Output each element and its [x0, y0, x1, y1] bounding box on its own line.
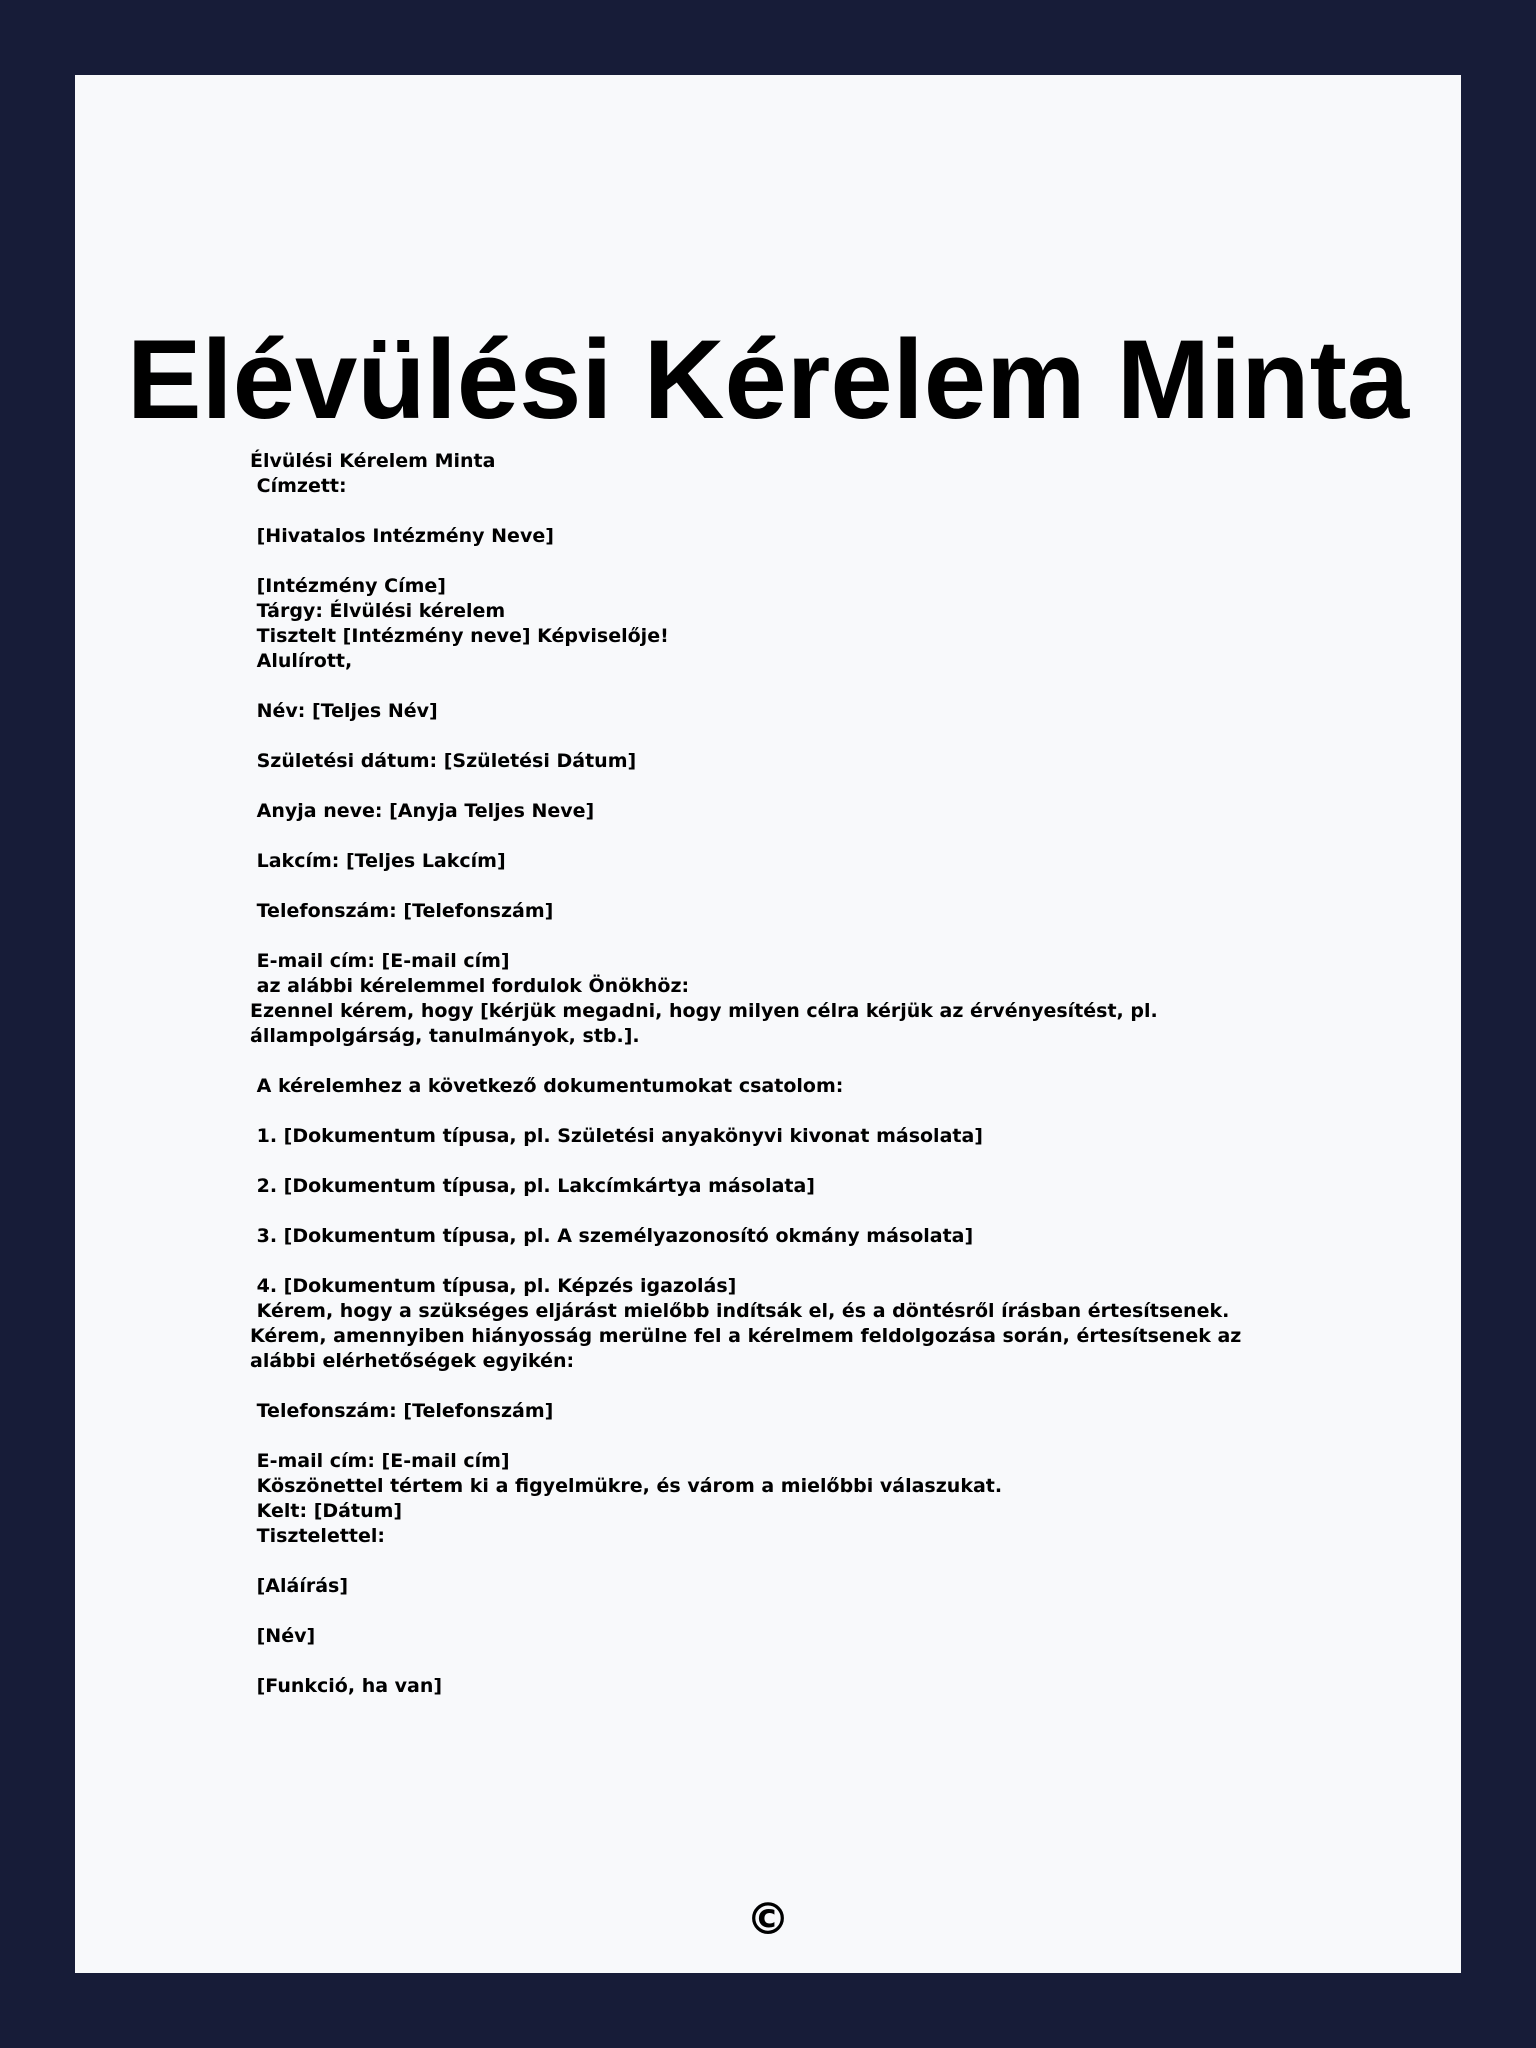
- date-line: Kelt: [Dátum]: [250, 1500, 403, 1522]
- undersigned-line: Alulírott,: [250, 650, 353, 672]
- email-field: E-mail cím: [E-mail cím]: [250, 950, 510, 972]
- signer-name: [Név]: [250, 1625, 316, 1647]
- letter-heading: Élvülési Kérelem Minta: [250, 450, 496, 472]
- procedure-request: Kérem, hogy a szükséges eljárást mielőbb indítsák el, és a döntésről írásban értesítsenek.: [250, 1300, 1230, 1322]
- request-text: Ezennel kérem, hogy [kérjük megadni, hogy milyen célra kérjük az érvényesítést, pl. állampolgárság, tanulmányok, stb.].: [250, 1000, 1165, 1047]
- salutation: Tisztelt [Intézmény neve] Képviselője!: [250, 625, 669, 647]
- copyright-icon: ©: [746, 1894, 790, 1945]
- mother-name-field: Anyja neve: [Anyja Teljes Neve]: [250, 800, 595, 822]
- letter-body: [250, 449, 1310, 1699]
- attachments-intro: A kérelemhez a következő dokumentumokat csatolom:: [250, 1075, 844, 1097]
- contact-phone: Telefonszám: [Telefonszám]: [250, 1400, 554, 1422]
- signature-line: [Aláírás]: [250, 1575, 349, 1597]
- request-intro: az alábbi kérelemmel fordulok Önökhöz:: [250, 975, 690, 997]
- recipient-label: Címzett:: [250, 475, 347, 497]
- attachment-item: 4. [Dokumentum típusa, pl. Képzés igazolás]: [250, 1275, 737, 1297]
- institution-address: [Intézmény Címe]: [250, 575, 446, 597]
- attachment-item: 3. [Dokumentum típusa, pl. A személyazonosító okmány másolata]: [250, 1225, 974, 1247]
- deficiency-text: Kérem, amennyiben hiányosság merülne fel a kérelmem feldolgozása során, értesítsenek az alábbi elérhetőségek egyikén:: [250, 1325, 1248, 1372]
- thanks-line: Köszönettel tértem ki a figyelmükre, és várom a mielőbbi válaszukat.: [250, 1475, 1003, 1497]
- attachment-item: 2. [Dokumentum típusa, pl. Lakcímkártya másolata]: [250, 1175, 815, 1197]
- contact-email: E-mail cím: [E-mail cím]: [250, 1450, 510, 1472]
- name-field: Név: [Teljes Név]: [250, 700, 438, 722]
- birth-date-field: Születési dátum: [Születési Dátum]: [250, 750, 637, 772]
- subject-line: Tárgy: Élvülési kérelem: [250, 600, 506, 622]
- institution-name: [Hivatalos Intézmény Neve]: [250, 525, 554, 547]
- closing-line: Tisztelettel:: [250, 1525, 385, 1547]
- phone-field: Telefonszám: [Telefonszám]: [250, 900, 554, 922]
- address-field: Lakcím: [Teljes Lakcím]: [250, 850, 506, 872]
- attachment-item: 1. [Dokumentum típusa, pl. Születési anyakönyvi kivonat másolata]: [250, 1125, 983, 1147]
- document-page: [75, 75, 1461, 1973]
- function-line: [Funkció, ha van]: [250, 1675, 443, 1697]
- page-title: Elévülési Kérelem Minta: [126, 317, 1410, 442]
